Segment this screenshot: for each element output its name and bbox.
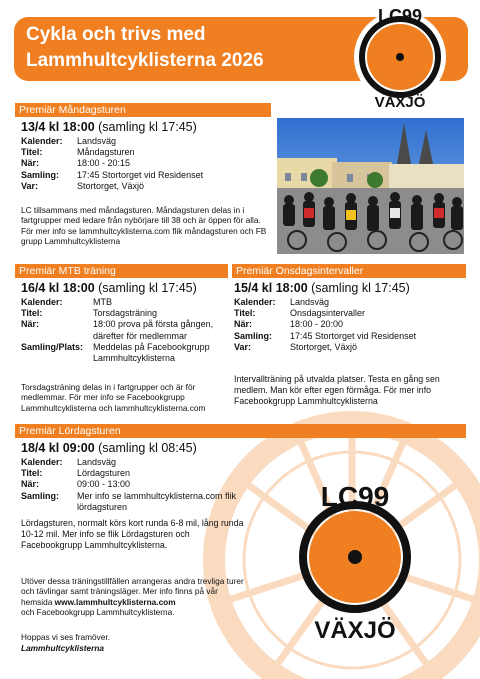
details-mtb — [21, 297, 226, 364]
footer-website: www.lammhultcyklisterna.com — [54, 596, 176, 607]
detail-row: Kalender: Landsväg — [21, 136, 117, 146]
footer-line-1: Utöver dessa träningstillfällen arrangeras andra trevliga turer och tävlingar samt träningsläger. Mer info finns på vår hemsida — [21, 576, 244, 607]
details-onsdag — [234, 297, 464, 353]
date-lordag — [21, 441, 197, 456]
date-mtb-time: 16/4 kl 18:00 — [21, 281, 95, 295]
logo-large-top-text: LC99 — [320, 481, 390, 512]
lc99-logo-large — [280, 470, 430, 650]
detail-row: När: 18:00 - 20:00 — [234, 319, 344, 330]
section-bar-onsdag: Premiär Onsdagsintervaller — [232, 264, 466, 278]
logo-large-bottom-text: VÄXJÖ — [314, 617, 396, 644]
date-onsdag — [234, 281, 410, 296]
date-mandag — [21, 120, 197, 135]
cyclists-photo — [277, 118, 464, 254]
section-bar-lordag: Premiär Lördagsturen — [15, 424, 466, 438]
description-mtb: Torsdagsträning delas in i fartgrupper och är för medlemmar. För mer info se Facebookgrupp Lammhultcyklisterna och lammhultcyklisterna.com — [21, 382, 206, 413]
date-mtb-gather: (samling kl 17:45) — [94, 281, 197, 295]
detail-row: Var: Stortorget, Växjö — [234, 341, 358, 352]
detail-row: Samling/Plats: Meddelas på Facebookgrupp Lammhultcyklisterna — [21, 341, 210, 364]
date-mandag-time: 13/4 kl 18:00 — [21, 120, 95, 134]
detail-row: Kalender: Landsväg — [234, 297, 330, 307]
date-onsdag-gather: (samling kl 17:45) — [307, 281, 410, 295]
detail-row: Var: Stortorget, Växjö — [21, 180, 145, 191]
details-lordag — [21, 457, 246, 513]
detail-row: Titel: Måndagsturen — [21, 147, 135, 158]
title-line-2: Lammhultcyklisterna 2026 — [26, 50, 264, 71]
detail-row: Samling: 17:45 Stortorget vid Residenset — [234, 330, 417, 341]
date-lordag-gather: (samling kl 08:45) — [94, 441, 197, 455]
detail-row: När: 18:00 prova på första gången, därefter för medlemmar — [21, 319, 214, 341]
detail-row: Samling: 17:45 Stortorget vid Residenset — [21, 169, 204, 180]
footer-line-2: och Facebookgrupp Lammhultcyklisterna. — [21, 607, 175, 618]
detail-row: Kalender: Landsväg — [21, 457, 117, 467]
section-bar-mtb: Premiär MTB träning — [15, 264, 228, 278]
footer-signature: Lammhultcyklisterna — [21, 643, 104, 653]
description-lordag: Lördagsturen, normalt körs kort runda 6-8 mil, lång runda 10-12 mil. Mer info se flik Lördagsturen och Facebookgrupp Lammhultcyklisterna. — [21, 518, 244, 550]
date-mtb — [21, 281, 197, 296]
lc99-logo-top — [330, 3, 470, 113]
date-onsdag-time: 15/4 kl 18:00 — [234, 281, 308, 295]
section-bar-mandag: Premiär Måndagsturen — [15, 103, 271, 117]
logo-bottom-text: VÄXJÖ — [374, 94, 426, 111]
description-onsdag: Intervallträning på utvalda platser. Testa en gång sen medlem. Man kör efter egen förmåga. För mer info Facebookgrupp Lammhultcyklisterna — [234, 374, 440, 406]
details-mandag — [21, 136, 271, 192]
logo-top-text: LC99 — [377, 6, 423, 26]
description-mandag: LC tillsammans med måndagsturen. Måndagsturen delas in i fartgrupper med ledare från nybörjare till 38 och är öppen för alla. För mer info se lammhultcyklisterna.com flik måndagsturen och FB grupp Lammhultcyklisterna — [21, 205, 267, 247]
footer-text — [21, 576, 249, 618]
date-mandag-gather: (samling kl 17:45) — [94, 120, 197, 134]
detail-row: Titel: Torsdagsträning — [21, 308, 158, 319]
detail-row: Titel: Lördagsturen — [21, 468, 131, 479]
page-title — [26, 22, 264, 74]
footer-greeting: Hoppas vi ses framöver. — [21, 632, 110, 642]
title-line-1: Cykla och trivs med — [26, 24, 206, 45]
detail-row: Samling: Mer info se lammhultcyklisterna.com flik lördagsturen — [21, 490, 237, 512]
detail-row: När: 09:00 - 13:00 — [21, 479, 131, 490]
detail-row: Kalender: MTB — [21, 297, 112, 307]
date-lordag-time: 18/4 kl 09:00 — [21, 441, 95, 455]
detail-row: Titel: Onsdagsintervaller — [234, 308, 366, 319]
detail-row: När: 18:00 - 20:15 — [21, 158, 131, 169]
